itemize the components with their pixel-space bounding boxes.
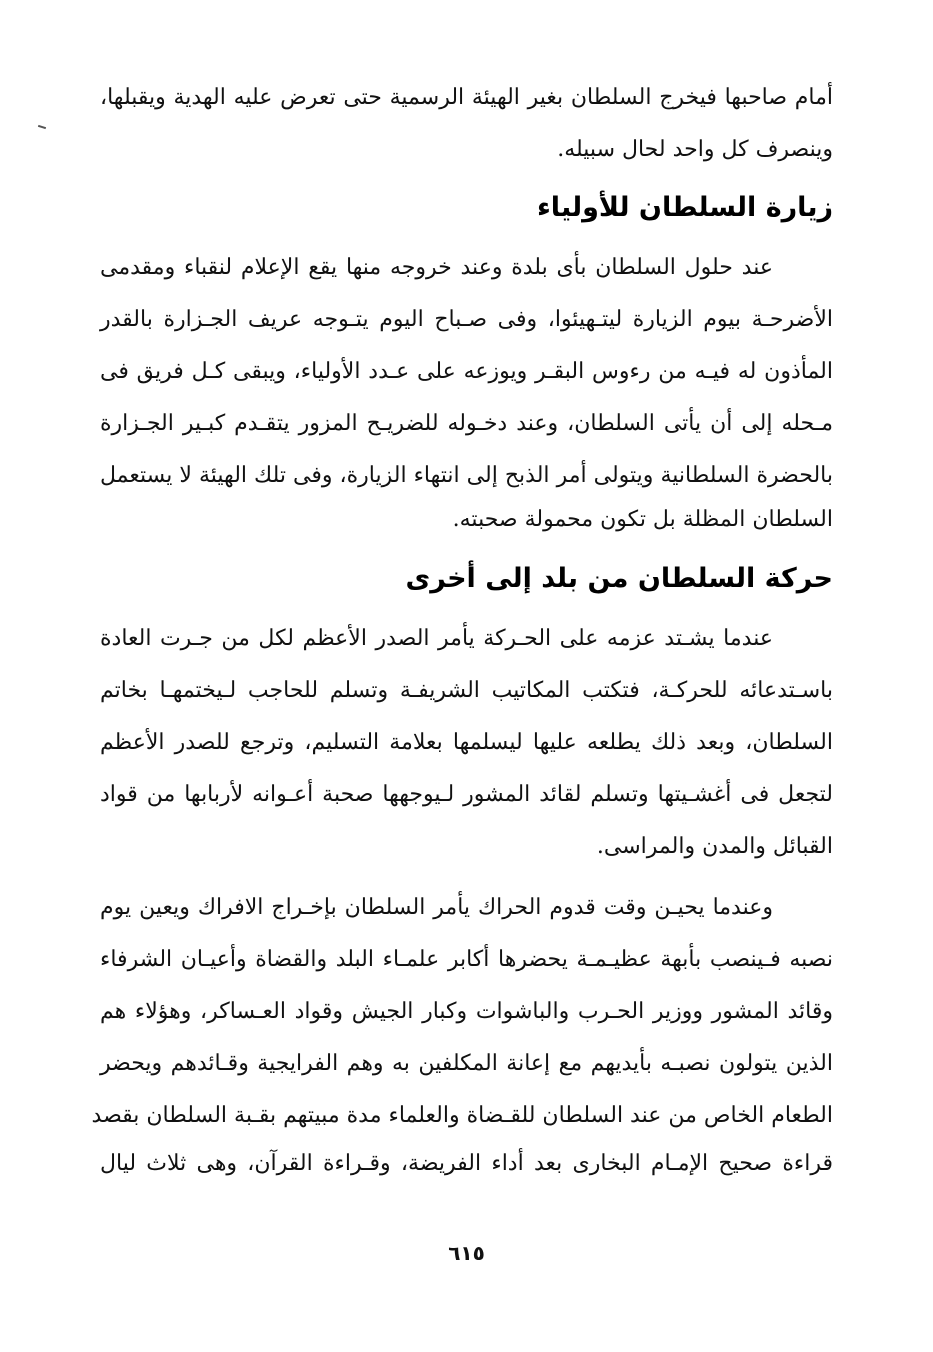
body-line: وينصرف كل واحد لحال سبيله.: [557, 137, 833, 162]
body-line: وقائد المشور ووزير الحـرب والباشوات وكبار الجيش وقواد العـساكر، وهؤلاء هم: [100, 999, 833, 1024]
body-line: عندما يشـتد عزمه على الحـركة يأمر الصدر الأعظم لكل من جـرت العادة: [100, 626, 773, 651]
body-line: لتجعل فى أغشـيتها وتسلم لقائد المشور لـيوجهها صحبة أعـوانه لأربابها من قواد: [100, 782, 833, 807]
body-line: الأضرحـة بيوم الزيارة ليتـهيئوا، وفى صـباح اليوم يتـوجه عريف الجـزارة بالقدر: [100, 307, 833, 332]
body-line: أمام صاحبها فيخرج السلطان بغير الهيئة الرسمية حتى تعرض عليه الهدية ويقبلها،: [100, 85, 833, 110]
body-line: باسـتدعائه للحركـة، فتكتب المكاتيب الشريفـة وتسلم للحاجب لـيختمهـا بخاتم: [100, 678, 833, 703]
body-line: السلطان، وبعد ذلك يطلعه عليها ليسلمها بعلامة التسليم، وترجع للصدر الأعظم: [100, 730, 833, 755]
body-line: بالحضرة السلطانية ويتولى أمر الذبح إلى انتهاء الزيارة، وفى تلك الهيئة لا يستعمل: [100, 463, 833, 488]
section-heading: زيارة السلطان للأولياء: [537, 192, 833, 223]
body-line: قراءة صحيح الإمـام البخارى بعد أداء الفريضة، وقـراءة القرآن، وهى ثلاث ليال: [100, 1151, 833, 1176]
body-line: المأذون له فيـه من رءوس البقـر ويوزعه على عـدد الأولياء، ويبقى كـل فريق فى: [100, 359, 833, 384]
section-heading: حركة السلطان من بلد إلى أخرى: [405, 563, 833, 594]
body-line: السلطان المظلة بل تكون محمولة صحبته.: [452, 507, 833, 532]
page-number: ٦١٥: [448, 1241, 485, 1265]
body-line: مـحله إلى أن يأتى السلطان، وعند دخـوله للضريـح المزور يتقـدم كبـير الجـزارة: [100, 411, 833, 436]
body-line: عند حلول السلطان بأى بلدة وعند خروجه منها يقع الإعلام لنقباء ومقدمى: [100, 255, 773, 280]
body-line: الطعام الخاص من عند السلطان للقـضاة والعلماء مدة مبيتهم بقـبة السلطان بقصد: [91, 1103, 833, 1128]
scan-speck: [38, 125, 46, 129]
body-line: وعندما يحيـن وقت قدوم الحراك يأمر السلطان بإخـراج الافراك ويعين يوم: [100, 895, 773, 920]
body-line: نصبه فـينصب بأبهة عظيـمـة يحضرها أكابر علمـاء البلد والقضاة وأعيـان الشرفاء: [100, 947, 833, 972]
body-line: الذين يتولون نصبـه بأيديهم مع إعانة المكلفين به وهم الفرايجية وقـائدهم ويحضر: [100, 1051, 833, 1076]
body-line: القبائل والمدن والمراسى.: [596, 834, 833, 859]
